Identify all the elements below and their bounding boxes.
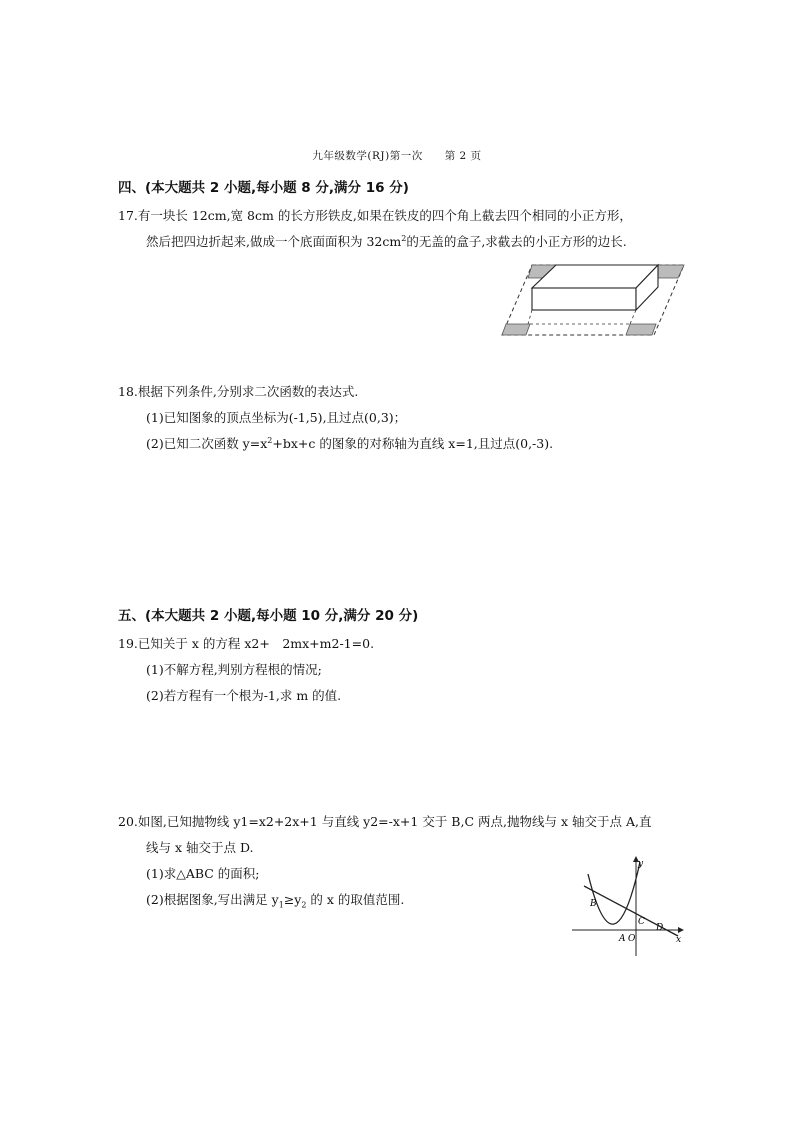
q20-part2-sub2: 2 [301,900,307,910]
q20-part2-sub1: 1 [278,900,284,910]
label-O: O [628,934,636,944]
label-B: B [590,899,597,909]
label-y: y [638,859,644,869]
section-4-title: 四、(本大题共 2 小题,每小题 8 分,满分 16 分) [118,180,409,196]
straight-line [584,886,678,936]
parabola-graph [566,850,692,960]
q20-part1: (1)求△ABC 的面积; [146,866,260,881]
q18-part2 [146,434,553,452]
x-axis-arrow [678,927,684,933]
page-header: 九年级数学(RJ)第一次 第 2 页 [312,150,482,162]
q18-part2-a: (2)已知二次函数 y=x [146,436,268,451]
label-x: x [676,935,682,945]
label-A: A [619,934,626,944]
q19-part1: (1)不解方程,判别方程根的情况; [146,662,322,677]
q19-part2: (2)若方程有一个根为-1,求 m 的值. [146,688,342,703]
box-front-face [532,288,636,310]
section-5-title: 五、(本大题共 2 小题,每小题 10 分,满分 20 分) [118,608,419,624]
fold-line [630,310,636,324]
q19-intro: 19.已知关于 x 的方程 x2+ 2mx+m2-1=0. [118,636,375,651]
q18-part2-sup: 2 [267,435,273,445]
q20-part2-mid: ≥y [283,892,302,907]
label-C: C [638,917,645,927]
q20-part2-b: 的 x 的取值范围. [306,892,405,907]
q20-part2-a: (2)根据图象,写出满足 y [146,892,279,907]
q20-line1: 20.如图,已知抛物线 y1=x2+2x+1 与直线 y2=-x+1 交于 B,C 两点,抛物线与 x 轴交于点 A,直 [118,814,652,829]
corner-square-bottom-right [626,324,656,335]
q20-line2: 线与 x 轴交于点 D. [146,840,254,855]
q17-line2-sup: 2 [401,233,407,243]
parabola-curve [588,862,640,924]
q18-intro: 18.根据下列条件,分别求二次函数的表达式. [118,384,359,399]
q20-part2 [146,890,404,908]
q18-part2-b: +bx+c 的图象的对称轴为直线 x=1,且过点(0,-3). [272,436,554,451]
q17-line2-b: 的无盖的盒子,求截去的小正方形的边长. [406,234,627,249]
q18-part1: (1)已知图象的顶点坐标为(-1,5),且过点(0,3)； [146,410,407,425]
box-figure [492,256,694,342]
label-D: D [656,923,664,933]
q17-line2-a: 然后把四边折起来,做成一个底面面积为 32cm [146,234,402,249]
q17-line1: 17.有一块长 12cm,宽 8cm 的长方形铁皮,如果在铁皮的四个角上截去四个相同的小正方形， [118,208,632,223]
q17-line2 [146,232,627,250]
corner-square-bottom-left [502,324,530,335]
fold-line [528,310,532,324]
